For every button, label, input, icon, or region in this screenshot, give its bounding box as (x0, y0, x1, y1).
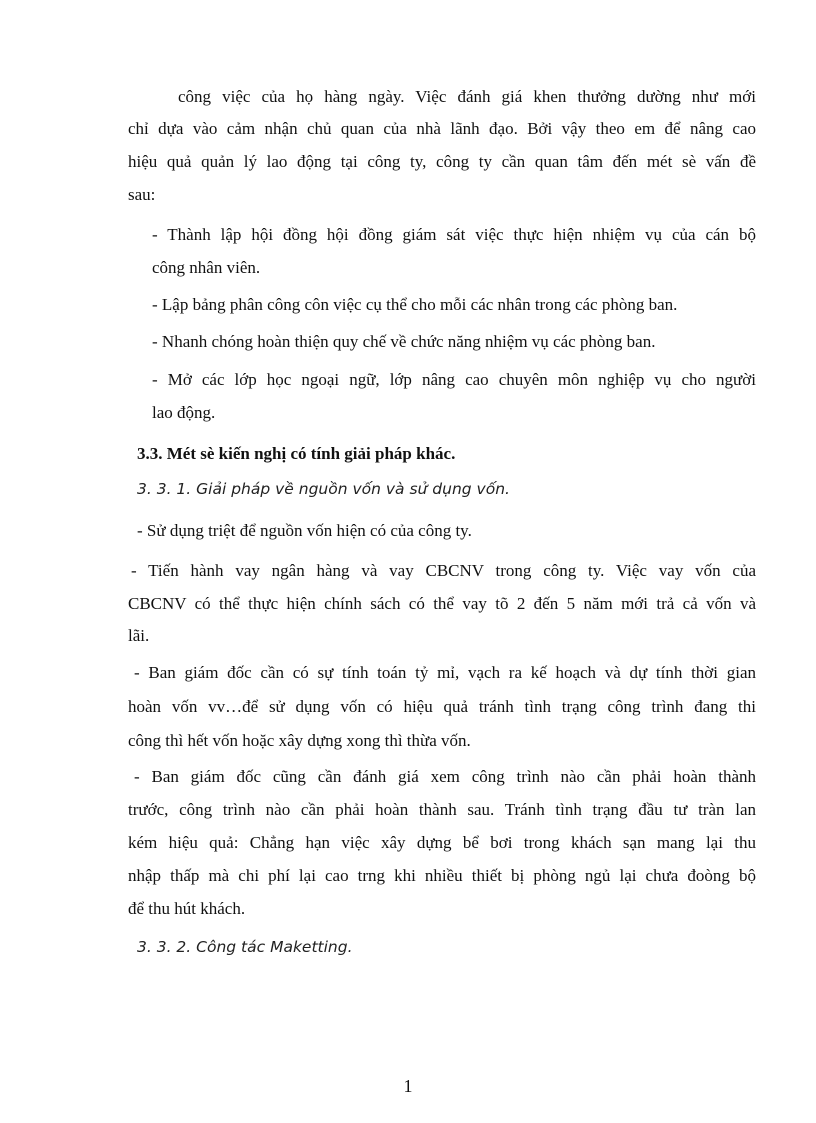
capital-3-line-1: - Ban giám đốc cần có sự tính toán tỷ mỉ, vạch ra kế hoạch và dự tính thời gian (134, 663, 756, 682)
measure-4-line-2: lao động. (152, 403, 216, 422)
capital-3-line-3: công thì hết vốn hoặc xây dựng xong thì thừa vốn. (128, 731, 471, 750)
capital-4-line-4: nhập thấp mà chi phí lại cao trng khi nhiều thiết bị phòng ngủ lại chưa đoòng bộ (128, 866, 756, 885)
capital-1: - Sử dụng triệt để nguồn vốn hiện có của công ty. (137, 521, 472, 540)
page-number: 1 (403, 1076, 413, 1096)
measure-4-line-1: - Mở các lớp học ngoại ngữ, lớp nâng cao chuyên môn nghiệp vụ cho người (152, 370, 756, 389)
section-heading: 3.3. Mét sè kiến nghị có tính giải pháp khác. (137, 444, 456, 463)
capital-4-line-5: để thu hút khách. (128, 899, 246, 918)
measure-3: - Nhanh chóng hoàn thiện quy chế về chức năng nhiệm vụ các phòng ban. (152, 332, 656, 351)
measure-1-line-2: công nhân viên. (152, 258, 261, 277)
subsection-1-heading: 3. 3. 1. Giải pháp về nguồn vốn và sử dụng vốn. (137, 480, 510, 498)
intro-line-4: sau: (128, 185, 156, 204)
measure-2: - Lập bảng phân công côn việc cụ thể cho mỗi các nhân trong các phòng ban. (152, 295, 678, 314)
capital-2-line-2: CBCNV có thể thực hiện chính sách có thể vay tõ 2 đến 5 năm mới trả cả vốn và (128, 594, 756, 613)
capital-4-line-2: trước, công trình nào cần phải hoàn thành sau. Tránh tình trạng đầu tư tràn lan (128, 800, 756, 819)
subsection-2-heading: 3. 3. 2. Công tác Maketting. (137, 938, 353, 956)
capital-3-line-2: hoàn vốn vv…để sử dụng vốn có hiệu quả tránh tình trạng công trình đang thi (128, 697, 756, 716)
capital-2-line-3: lãi. (128, 626, 150, 645)
capital-4-line-3: kém hiệu quả: Chẳng hạn việc xây dựng bể bơi trong khách sạn mang lại thu (128, 833, 756, 852)
intro-line-2: chỉ dựa vào cảm nhận chủ quan của nhà lãnh đạo. Bởi vậy theo em để nâng cao (128, 119, 756, 138)
intro-line-3: hiệu quả quản lý lao động tại công ty, công ty cần quan tâm đến mét sè vấn đề (128, 152, 756, 171)
intro-line-1: công việc của họ hàng ngày. Việc đánh giá khen thưởng dường như mới (178, 87, 756, 106)
capital-4-line-1: - Ban giám đốc cũng cần đánh giá xem công trình nào cần phải hoàn thành (134, 767, 756, 786)
measure-1-line-1: - Thành lập hội đồng hội đồng giám sát việc thực hiện nhiệm vụ của cán bộ (152, 225, 756, 244)
capital-2-line-1: - Tiến hành vay ngân hàng và vay CBCNV trong công ty. Việc vay vốn của (131, 561, 756, 580)
